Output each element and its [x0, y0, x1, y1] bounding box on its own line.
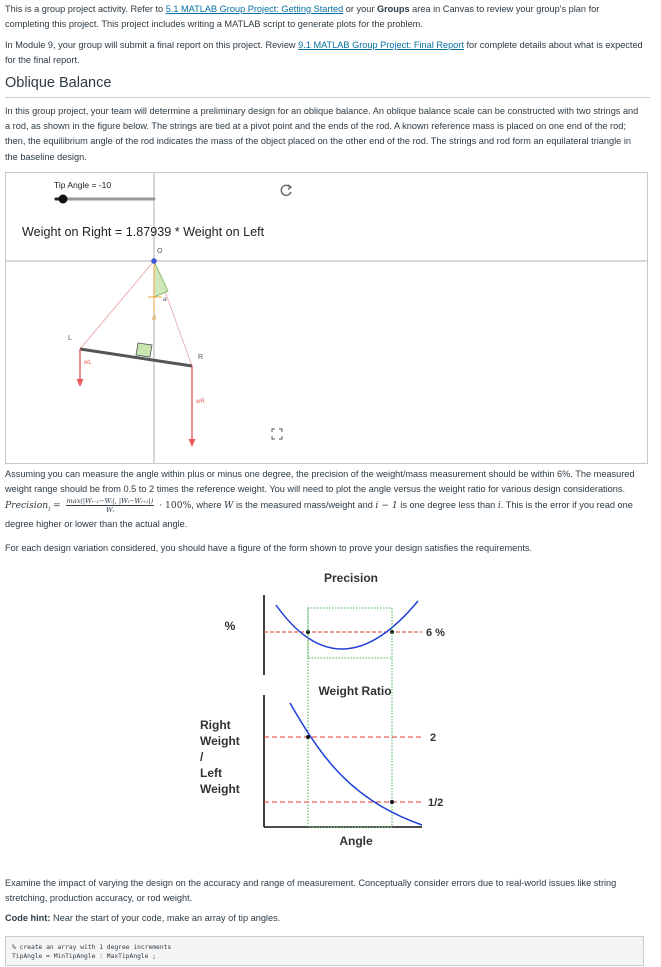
left-string [80, 261, 154, 349]
ratio-y-label [200, 718, 240, 796]
intro-paragraph-2: In Module 9, your group will submit a final report on this project. Review 9.1 MATLAB Group Project: Final Report for complete details about what is expected for the final report. [5, 40, 643, 66]
section-heading: Oblique Balance [5, 72, 650, 98]
ratio-x-label: Angle [339, 834, 373, 848]
fullscreen-icon[interactable] [272, 429, 282, 439]
example-figure-svg [190, 565, 470, 855]
ratio-intersect-lower [390, 800, 394, 804]
weight-equation: Weight on Right = 1.87939 * Weight on Left [22, 225, 265, 239]
slider-handle[interactable] [59, 195, 68, 204]
precision-y-label: % [224, 619, 236, 633]
ratio-region-box [308, 608, 392, 827]
ratio-upper-label: 2 [430, 732, 437, 744]
angle-a-fill [154, 261, 168, 297]
pivot-point[interactable] [151, 258, 157, 264]
applet-canvas[interactable] [6, 173, 647, 463]
reset-icon[interactable] [281, 185, 291, 195]
svg-text:Weight: Weight [200, 734, 240, 748]
ratio-intersect-upper [306, 735, 310, 739]
precision-chart-title: Precision [323, 571, 379, 585]
svg-text:Left: Left [200, 766, 222, 780]
precision-formula: Precision$_i$ = $\frac{\text{max(|Wᵢ₋₁−Wᵢ|, |Wᵢ−Wᵢ₊₁|)}}{\text{Wᵢ}} \cdot 100\%$ [5, 497, 192, 515]
point-r-label: R [198, 354, 204, 361]
label-wl: wL [84, 360, 92, 366]
closing-paragraph: Examine the impact of varying the design on the accuracy and range of measurement. Conceptually consider errors due to real-world issues like string stretching, production accuracy, or rod weight. [5, 878, 617, 904]
ratio-curve [290, 703, 422, 825]
balance-rod [80, 349, 192, 366]
code-line-2: TipAngle = MinTipAngle : MaxTipAngle ; [12, 953, 157, 960]
code-line-1: % create an array with 1 degree increments [12, 944, 172, 951]
point-l-label: L [68, 335, 72, 342]
ratio-lower-label: 1/2 [428, 797, 444, 809]
precision-region-box [308, 608, 392, 658]
label-b: B [152, 315, 157, 322]
code-block [5, 936, 644, 966]
precision-paragraph: Assuming you can measure the angle within plus or minus one degree, the precision of the weight/mass measurement should be within 6%. The measured weight range should be from 0.5 to 2 times the reference weight. You will need to plot the angle versus the weight ratio for various design considerations. Precision$_i$ = $\frac{\text{max(|Wᵢ₋₁−Wᵢ|, |Wᵢ−Wᵢ₊₁|)}}{\text{Wᵢ}} \cdot 100\%$, where W is the measured mass/weight and i − 1 is one degree less than i. This is the error if you read one degree higher or lower than the actual angle. [5, 469, 635, 530]
point-o-label: O [157, 248, 163, 255]
rod-right-angle [136, 343, 152, 357]
label-wr: wR [196, 399, 205, 405]
svg-text:Right: Right [200, 718, 231, 732]
svg-text:Weight: Weight [200, 782, 240, 796]
slider-label: Tip Angle = -10 [54, 180, 112, 190]
final-report-link[interactable]: 9.1 MATLAB Group Project: Final Report [298, 40, 464, 50]
geogebra-applet[interactable] [5, 172, 648, 464]
precision-limit-label: 6 % [426, 627, 445, 639]
example-figure [190, 565, 470, 855]
description-paragraph: In this group project, your team will determine a preliminary design for an oblique balance. An oblique balance scale can be constructed with two strings and a rod, as shown in the figure below. The strings are tied at a pivot point and the ends of the rod. A known reference mass is placed on one end of the rod; then, the equilibrium angle of the rod indicates the mass of the object placed on the other end of the rod. The strings and rod form an equilateral triangle in the baseline design. [5, 106, 639, 162]
getting-started-link[interactable]: 5.1 MATLAB Group Project: Getting Started [165, 4, 344, 14]
code-hint: Code hint: Near the start of your code, make an array of tip angles. [5, 913, 281, 923]
intro-paragraph-1: This is a group project activity. Refer to 5.1 MATLAB Group Project: Getting Started or your Groups area in Canvas to review your group's plan for completing this project. This project includes writing a MATLAB script to generate plots for the problem. [5, 4, 600, 30]
svg-text:/: / [200, 750, 204, 764]
figure-intro: For each design variation considered, you should have a figure of the form shown to prove your design satisfies the requirements. [5, 543, 533, 553]
label-a: a [163, 296, 167, 303]
ratio-chart-title: Weight Ratio [318, 684, 392, 698]
